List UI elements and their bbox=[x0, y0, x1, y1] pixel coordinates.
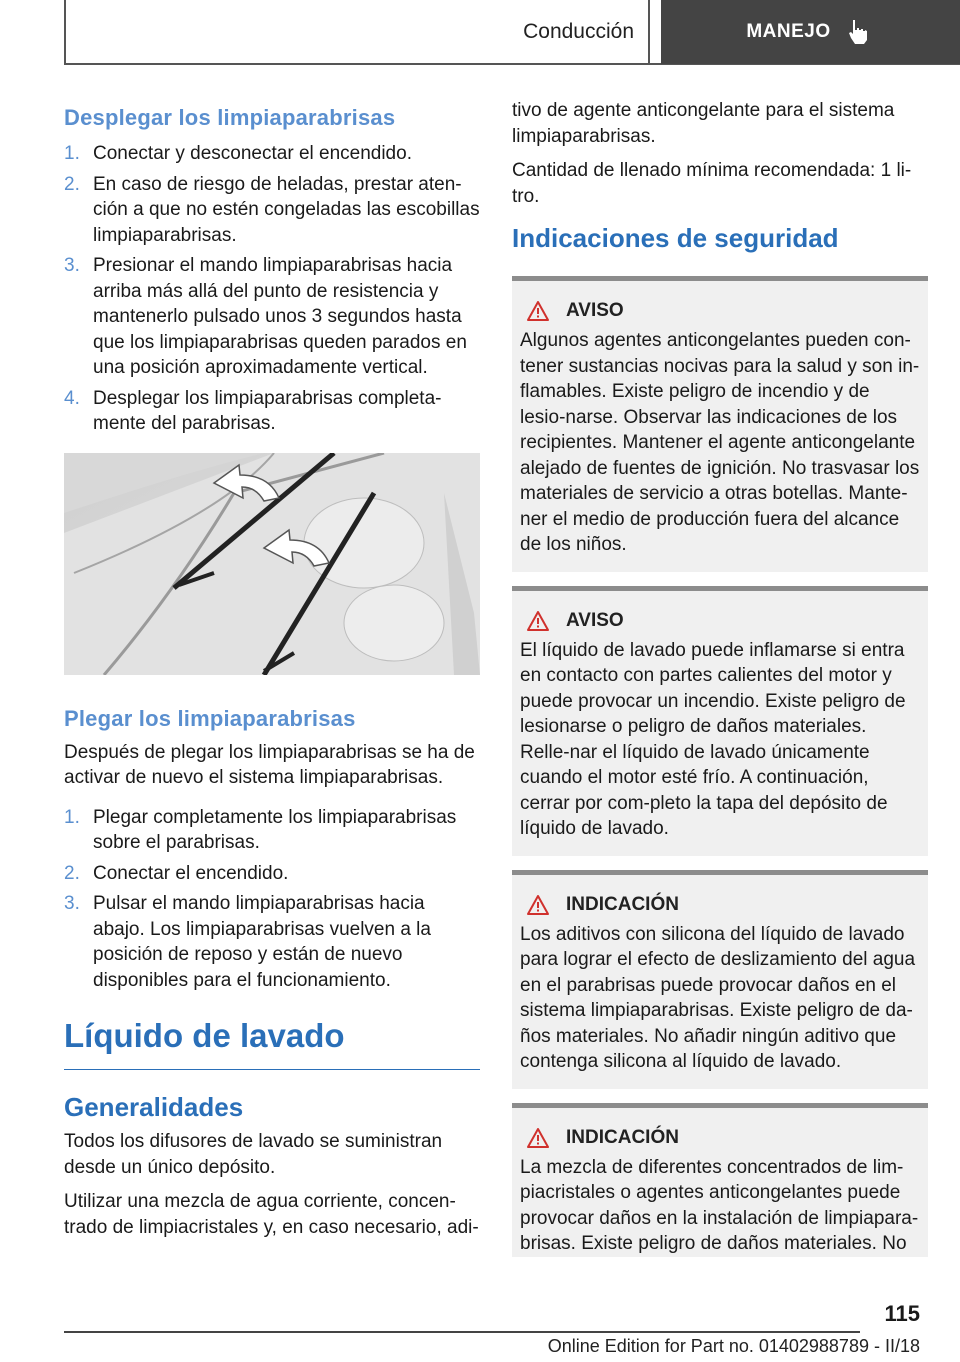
list-item: 1. Conectar y desconectar el encendido. bbox=[64, 143, 412, 164]
header-chapter-tab bbox=[661, 0, 960, 64]
list-item: 3. Presionar el mando limpiaparabrisas hacia arriba más allá del punto de resistencia y mantenerlo pulsado unos 3 segundos hasta que los limpiaparabrisas queden parados en una posición aproximadamente vertical. bbox=[64, 255, 467, 378]
warning-triangle-icon bbox=[526, 610, 550, 632]
page-number: 115 bbox=[884, 1301, 920, 1326]
wiper-illustration bbox=[64, 453, 480, 675]
deploy-wipers-heading: Desplegar los limpiaparabrisas bbox=[64, 105, 396, 130]
notice-box bbox=[512, 870, 928, 1089]
notice-text: La mezcla de diferentes concentrados de lim‐piacristales o agentes anticongelantes puede provocar daños en la instalación de limpiapara‐brisas. Existe peligro de daños materiales. No bbox=[520, 1156, 919, 1254]
fold-steps-list bbox=[64, 805, 480, 994]
list-item: 3. Pulsar el mando limpiaparabrisas hacia abajo. Los limpiaparabrisas vuelven a la posición de reposo y están de nuevo disponibles para el funcionamiento. bbox=[64, 893, 431, 991]
warning-box bbox=[512, 586, 928, 856]
header-chapter-label: MANEJO bbox=[746, 21, 831, 42]
list-item: 4. Desplegar los limpiaparabrisas completa‐mente del parabrisas. bbox=[64, 387, 442, 434]
edition-info: Online Edition for Part no. 01402988789 - II/18 bbox=[547, 1336, 920, 1356]
header-section-label: Conducción bbox=[523, 20, 634, 43]
deploy-steps-list bbox=[64, 141, 480, 437]
chapter-title: Líquido de lavado bbox=[64, 1017, 480, 1070]
notice-title: INDICACIÓN bbox=[566, 893, 679, 915]
footer-rule bbox=[64, 1331, 860, 1333]
notice-box bbox=[512, 1103, 928, 1257]
safety-heading: Indicaciones de seguridad bbox=[512, 223, 839, 253]
warning-title: AVISO bbox=[566, 300, 624, 321]
general-paragraph-2: Utilizar una mezcla de agua corriente, concen‐trado de limpiacristales y, en caso necesario, adi‐ bbox=[64, 1191, 479, 1238]
right-column bbox=[512, 98, 928, 1271]
list-item: 1. Plegar completamente los limpiaparabrisas sobre el parabrisas. bbox=[64, 806, 457, 853]
list-item: 2. En caso de riesgo de heladas, prestar aten‐ción a que no estén congeladas las escobillas limpiaparabrisas. bbox=[64, 173, 480, 246]
notice-text: Los aditivos con silicona del líquido de lavado para lograr el efecto de deslizamiento del agua en el parabrisas puede provocar daños en el sistema limpiaparabrisas. Existe peligro de da‐ños materiales. No añadir ningún aditivo que contenga silicona al líquido de lavado. bbox=[520, 923, 916, 1072]
pointing-hand-icon bbox=[845, 18, 875, 46]
warning-text: Algunos agentes anticongelantes pueden con‐tener sustancias nocivas para la salud y son in‐flamables. Existe peligro de incendio y de lesio‐narse. Observar las indicaciones de los recipientes. Mantener el agente anticongelante alejado de fuentes de ignición. No trasvasar los materiales de servicio a otras botellas. Mante‐ner el medio de producción fuera del alcance de los niños. bbox=[520, 330, 920, 555]
general-heading: Generalidades bbox=[64, 1092, 244, 1122]
fill-amount-paragraph: Cantidad de llenado mínima recomendada: 1 li‐tro. bbox=[512, 160, 912, 207]
notice-title: INDICACIÓN bbox=[566, 1126, 679, 1148]
warning-triangle-icon bbox=[526, 1127, 550, 1149]
general-paragraph-1: Todos los difusores de lavado se suministran desde un único depósito. bbox=[64, 1131, 443, 1178]
list-item: 2. Conectar el encendido. bbox=[64, 862, 289, 884]
warning-triangle-icon bbox=[526, 894, 550, 916]
warning-triangle-icon bbox=[526, 300, 550, 322]
warning-text: El líquido de lavado puede inflamarse si entra en contacto con partes calientes del motor y puede provocar un incendio. Existe peligro de lesionarse o peligro de daños materiales. Relle‐nar el líquido de lavado únicamente cuando el motor esté frío. A continuación, cerrar por com‐pleto la tapa del depósito de líquido de lavado. bbox=[520, 639, 906, 839]
header-section-tab bbox=[64, 0, 650, 64]
fold-wipers-heading: Plegar los limpiaparabrisas bbox=[64, 705, 356, 731]
warning-box bbox=[512, 276, 928, 572]
continued-paragraph: tivo de agente anticongelante para el sistema limpiaparabrisas. bbox=[512, 100, 895, 147]
left-column bbox=[64, 98, 480, 1240]
fold-intro: Después de plegar los limpiaparabrisas se ha de activar de nuevo el sistema limpiaparabrisas. bbox=[64, 741, 475, 788]
warning-title: AVISO bbox=[566, 609, 624, 631]
